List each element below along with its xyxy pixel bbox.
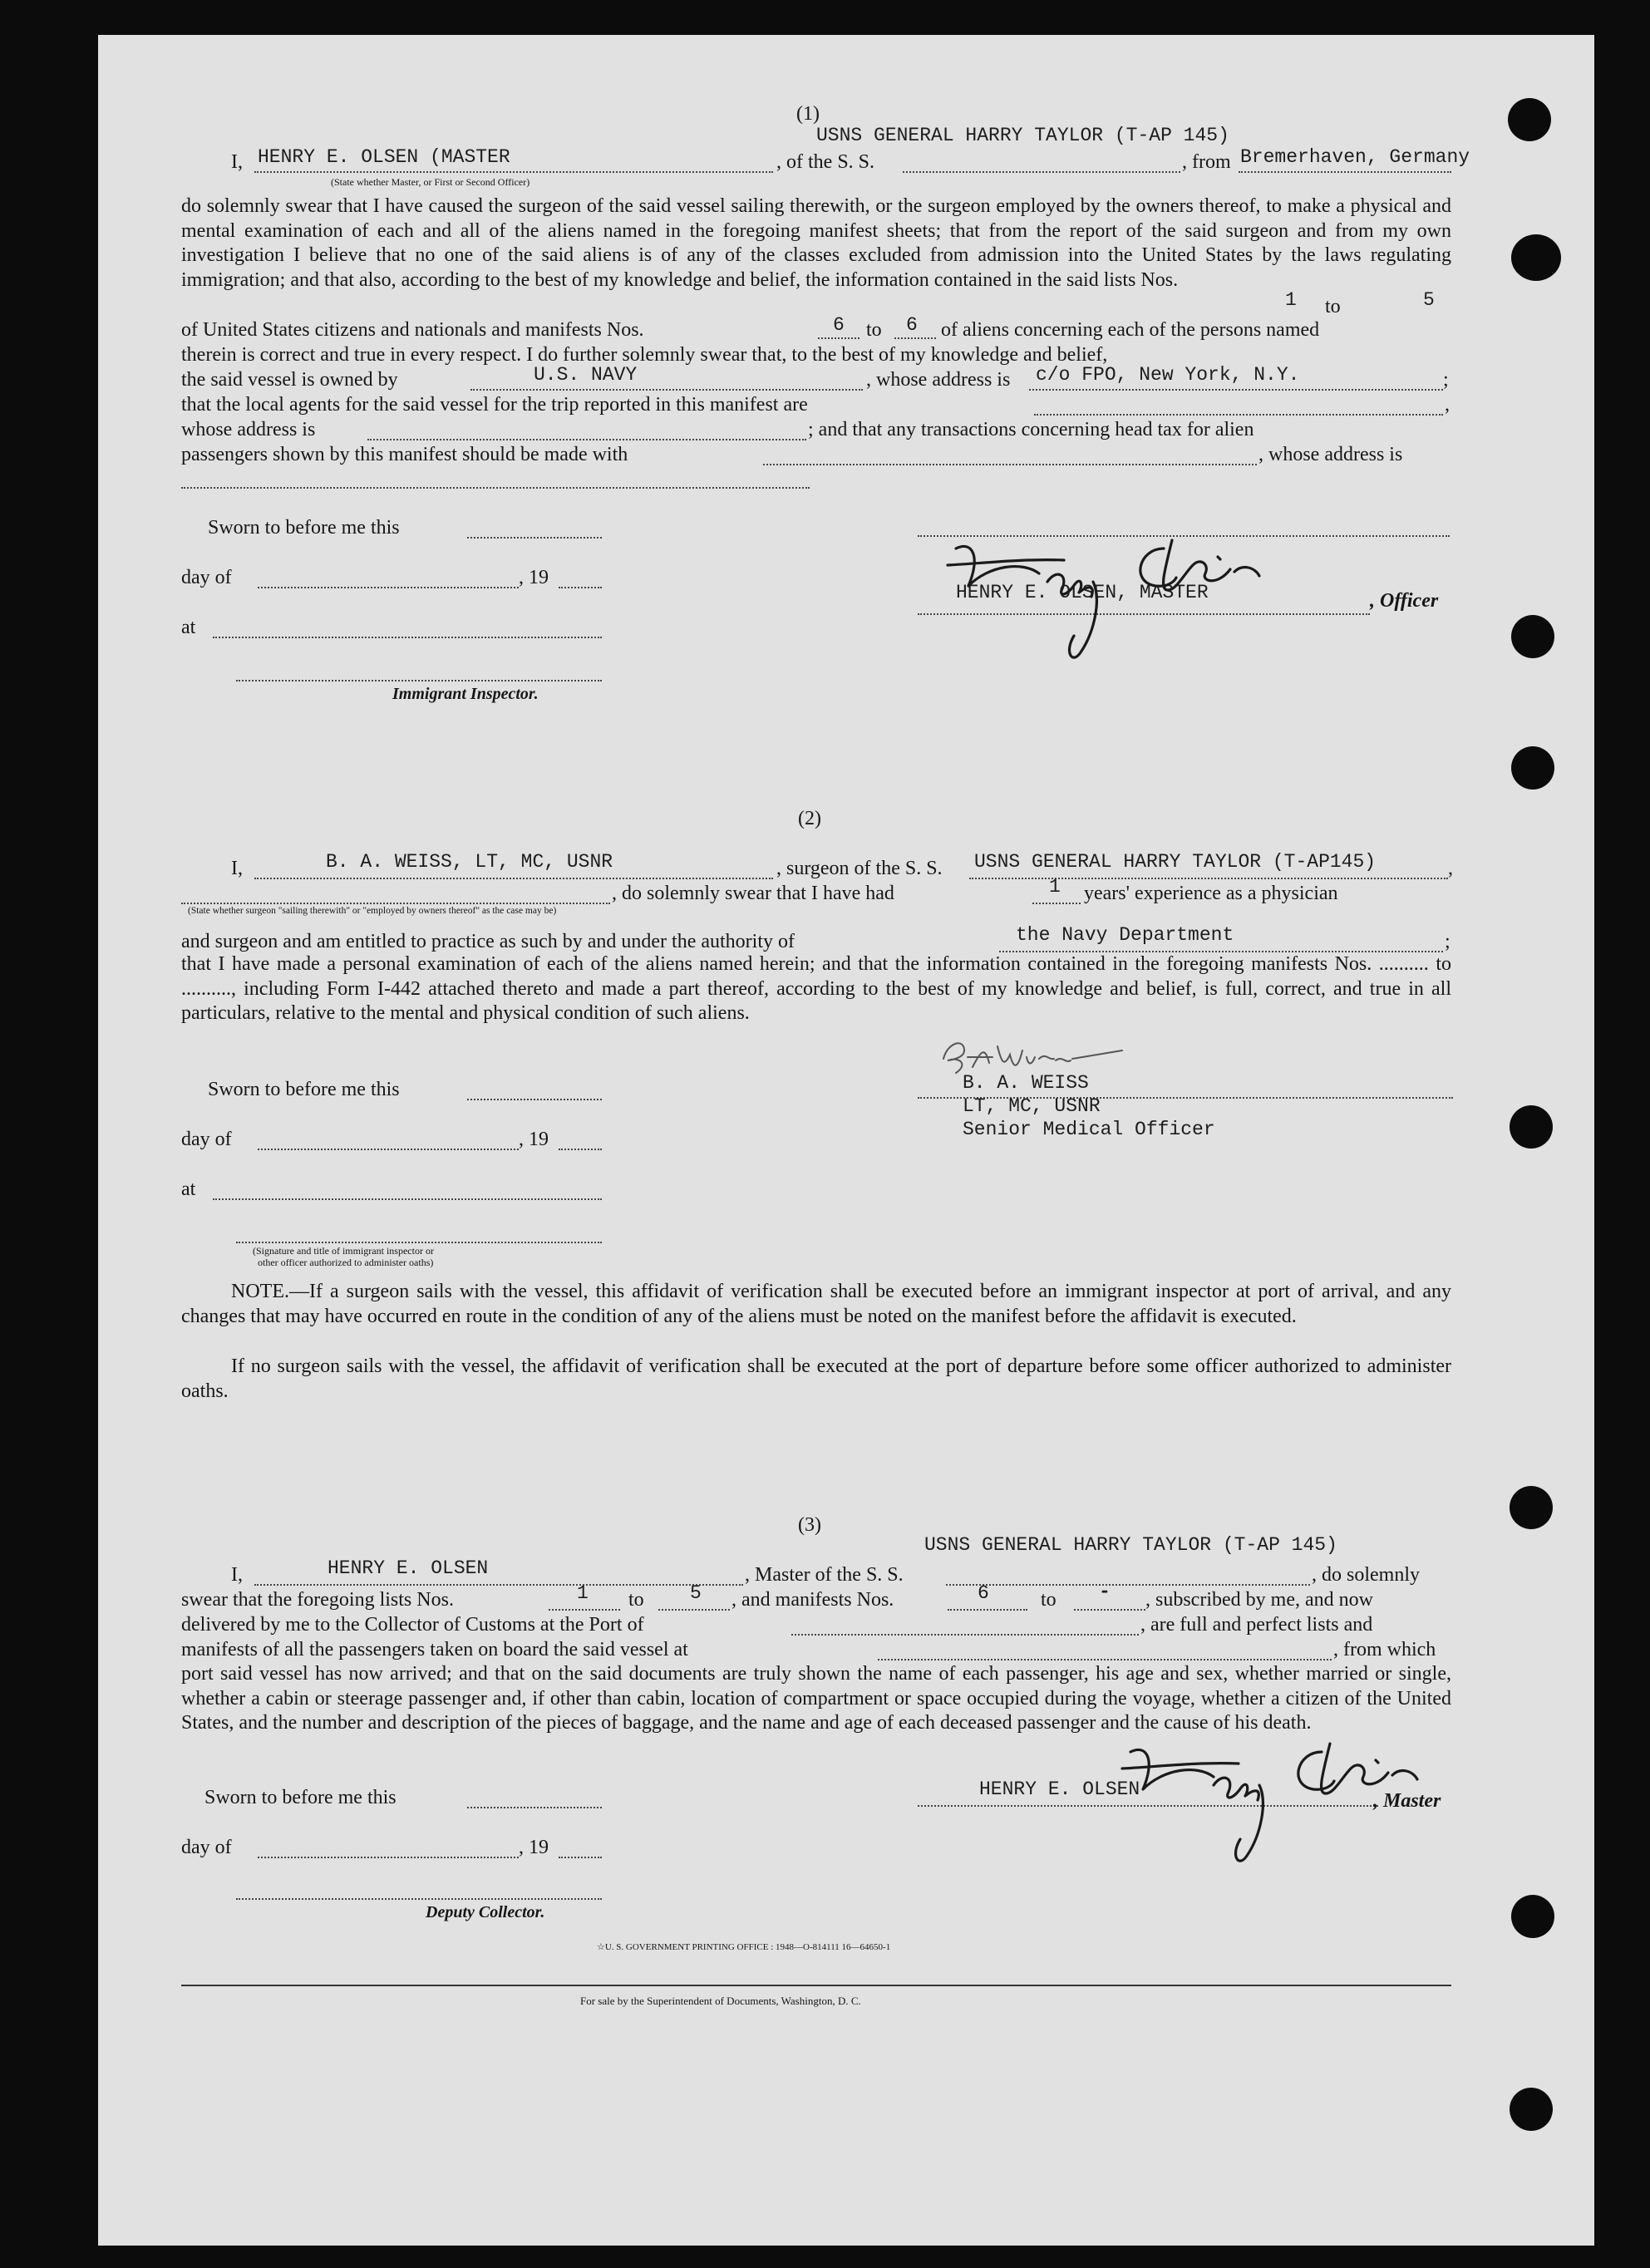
master-sig-typed: HENRY E. OLSEN bbox=[979, 1778, 1140, 1800]
semicolon: ; bbox=[1445, 931, 1451, 952]
master-signature-1 bbox=[923, 524, 1297, 665]
day-line bbox=[258, 1857, 519, 1858]
at-line bbox=[213, 1198, 602, 1200]
to-label-2: to bbox=[866, 319, 882, 341]
manifests-from-typed: 6 bbox=[833, 314, 845, 336]
manifests-all-label: manifests of all the passengers taken on board the said vessel at bbox=[181, 1639, 688, 1660]
surgeon-ship-line bbox=[969, 878, 1448, 879]
agents-label: that the local agents for the said vessel for the trip reported in this manifest are bbox=[181, 394, 808, 416]
address-label: , whose address is bbox=[866, 369, 1011, 391]
oath-caption-1: (Signature and title of immigrant inspector or bbox=[253, 1245, 434, 1257]
master-name-typed: HENRY E. OLSEN (MASTER bbox=[258, 146, 510, 168]
years-line bbox=[1032, 903, 1081, 904]
head-tax-label: ; and that any transactions concerning head tax for alien bbox=[808, 419, 1254, 440]
owner-typed: U.S. NAVY bbox=[534, 364, 638, 386]
lists-to-typed: 5 bbox=[690, 1582, 702, 1604]
semicolon: ; bbox=[1443, 369, 1449, 391]
sworn-label: Sworn to before me this bbox=[208, 517, 400, 539]
surgeon-name-line bbox=[254, 878, 773, 879]
owner-address-line bbox=[1029, 389, 1443, 391]
section-number: (3) bbox=[798, 1514, 821, 1536]
ship-name-typed: USNS GENERAL HARRY TAYLOR (T-AP 145) bbox=[816, 125, 1229, 146]
passengers-label: passengers shown by this manifest should be made with bbox=[181, 444, 628, 465]
boarded-at-line bbox=[878, 1659, 1332, 1660]
to-label: to bbox=[628, 1589, 644, 1611]
year-line bbox=[559, 1149, 602, 1150]
oath-caption-2: other officer authorized to administer oaths) bbox=[258, 1257, 434, 1268]
surgeon-signature bbox=[939, 1034, 1139, 1074]
authority-typed: the Navy Department bbox=[1016, 924, 1234, 946]
punch-hole bbox=[1510, 1105, 1553, 1149]
from-which-label: , from which bbox=[1333, 1639, 1436, 1660]
manifests-from-line bbox=[818, 337, 859, 339]
lists-to-typed: 5 bbox=[1423, 289, 1435, 311]
year-line bbox=[559, 1857, 602, 1858]
owned-by-label: the said vessel is owned by bbox=[181, 369, 398, 391]
punch-hole bbox=[1510, 2088, 1553, 2131]
citizens-label: of United States citizens and nationals and manifests Nos. bbox=[181, 319, 644, 341]
from-port-line bbox=[1239, 171, 1451, 173]
manifests-to-typed: 6 bbox=[906, 314, 918, 336]
day-label: day of bbox=[181, 1837, 232, 1858]
year-label: , 19 bbox=[519, 1837, 549, 1858]
whose-address-end: , whose address is bbox=[1258, 444, 1403, 465]
master-name-line bbox=[254, 1584, 743, 1586]
swear-label: swear that the foregoing lists Nos. bbox=[181, 1589, 454, 1611]
punch-hole bbox=[1508, 98, 1551, 141]
year-line bbox=[559, 587, 602, 588]
comma: , bbox=[1445, 394, 1450, 416]
true-every-respect-text: therein is correct and true in every respect. I do further solemnly swear that, to the best of my knowledge and belief, bbox=[181, 344, 1108, 366]
day-label: day of bbox=[181, 1129, 232, 1150]
sworn-line bbox=[467, 1807, 602, 1808]
manifests-to-typed: - bbox=[1099, 1581, 1111, 1602]
collector-line bbox=[236, 1898, 602, 1900]
year-label: , 19 bbox=[519, 1129, 549, 1150]
port-line bbox=[791, 1634, 1139, 1636]
inspector-caption: Immigrant Inspector. bbox=[392, 685, 539, 703]
authority-label: and surgeon and am entitled to practice as such by and under the authority of bbox=[181, 931, 795, 952]
year-label: , 19 bbox=[519, 567, 549, 588]
manifests-from-line bbox=[948, 1609, 1027, 1611]
master-signature-2 bbox=[1097, 1727, 1438, 1868]
lists-from-typed: 1 bbox=[1285, 289, 1297, 311]
surgeon-sig-typed-2: LT, MC, USNR bbox=[963, 1095, 1101, 1117]
lists-from-line bbox=[549, 1609, 620, 1611]
manifests-from-typed: 6 bbox=[978, 1582, 989, 1604]
comma: , bbox=[1448, 858, 1453, 879]
manifests-to-line bbox=[1074, 1609, 1145, 1611]
from-port-typed: Bremerhaven, Germany bbox=[1240, 146, 1470, 168]
punch-hole bbox=[1511, 615, 1554, 658]
master-name-typed: HENRY E. OLSEN bbox=[328, 1557, 489, 1579]
officer-oath-line bbox=[236, 1242, 602, 1243]
officer-suffix: , Officer bbox=[1370, 590, 1439, 612]
at-label: at bbox=[181, 1178, 196, 1200]
note-paragraph-2: If no surgeon sails with the vessel, the affidavit of verification shall be executed at the port of departure before some officer authorized to administer oaths. bbox=[181, 1355, 1451, 1402]
swear-label: , do solemnly swear that I have had bbox=[612, 883, 894, 904]
intro-label: I, bbox=[231, 151, 243, 173]
for-sale-line: For sale by the Superintendent of Documents, Washington, D. C. bbox=[580, 1995, 861, 2007]
subscribed-label: , subscribed by me, and now bbox=[1145, 1589, 1373, 1611]
delivered-label: delivered by me to the Collector of Customs at the Port of bbox=[181, 1614, 644, 1636]
master-name-line bbox=[254, 171, 773, 173]
of-the-ss-label: , of the S. S. bbox=[776, 151, 875, 173]
head-tax-address-line bbox=[181, 487, 810, 489]
lists-from-typed: 1 bbox=[577, 1582, 589, 1604]
at-label: at bbox=[181, 617, 196, 638]
punch-hole bbox=[1511, 746, 1554, 790]
punch-hole bbox=[1510, 1486, 1553, 1529]
owner-line bbox=[470, 389, 863, 391]
manifests-to-line bbox=[894, 337, 936, 339]
day-label: day of bbox=[181, 567, 232, 588]
sailing-line bbox=[181, 903, 610, 904]
lists-to-line bbox=[658, 1609, 730, 1611]
section-number: (2) bbox=[798, 808, 821, 829]
surgeon-sig-typed-3: Senior Medical Officer bbox=[963, 1119, 1215, 1140]
surgeon-sig-typed-1: B. A. WEISS bbox=[963, 1072, 1089, 1094]
to-label-2: to bbox=[1041, 1589, 1056, 1611]
whose-address-label: whose address is bbox=[181, 419, 316, 440]
footer-rule bbox=[181, 1985, 1451, 1986]
punch-hole bbox=[1511, 1895, 1554, 1938]
owner-address-typed: c/o FPO, New York, N.Y. bbox=[1036, 364, 1300, 386]
section-number: (1) bbox=[796, 103, 820, 125]
state-caption: (State whether Master, or First or Second Officer) bbox=[331, 176, 530, 188]
years-label: years' experience as a physician bbox=[1084, 883, 1338, 904]
sworn-label: Sworn to before me this bbox=[208, 1079, 400, 1100]
note-paragraph-1: NOTE.—If a surgeon sails with the vessel, this affidavit of verification shall be executed before an immigrant inspector at port of arrival, and any changes that may have occurred en route in the condition of any of the aliens must be noted on the manifest before the affidavit is executed. bbox=[181, 1281, 1451, 1327]
sworn-label: Sworn to before me this bbox=[204, 1787, 396, 1808]
manifests-label: , and manifests Nos. bbox=[731, 1589, 894, 1611]
surgeon-name-typed: B. A. WEISS, LT, MC, USNR bbox=[326, 851, 613, 873]
surgeon-paragraph: that I have made a personal examination of each of the aliens named herein; and that the information contained in the foregoing manifests Nos. .......... to .........., including Form I-442 attached thereto and made a part thereof, according to the best of my knowledge and belief, is full, correct, and true in all particulars, relative to the mental and physical condition of such aliens. bbox=[181, 953, 1451, 1025]
sworn-line bbox=[467, 537, 602, 539]
agents-address-line bbox=[367, 439, 806, 440]
day-line bbox=[258, 587, 519, 588]
to-label: to bbox=[1322, 294, 1344, 319]
master-suffix: , Master bbox=[1373, 1790, 1441, 1812]
punch-hole bbox=[1511, 234, 1561, 281]
arrival-paragraph: port said vessel has now arrived; and that on the said documents are truly shown the name of each passenger, his age and sex, whether married or single, whether a cabin or steerage passenger and, if other than cabin, location of compartment or space occupied during the voyage, whether a citizen of the United States, and the number and description of the pieces of baggage, and the name and age of each deceased passenger and the cause of his death. bbox=[181, 1663, 1451, 1734]
full-label: , are full and perfect lists and bbox=[1140, 1614, 1373, 1636]
ship-line bbox=[946, 1584, 1310, 1586]
printing-office-line: ☆U. S. GOVERNMENT PRINTING OFFICE : 1948—O-814111 16—64650-1 bbox=[597, 1942, 891, 1952]
surgeon-ship-typed: USNS GENERAL HARRY TAYLOR (T-AP145) bbox=[974, 851, 1377, 873]
master-of-label: , Master of the S. S. bbox=[745, 1564, 904, 1586]
solemnly-label: , do solemnly bbox=[1312, 1564, 1420, 1586]
collector-caption: Deputy Collector. bbox=[426, 1903, 545, 1921]
intro-label: I, bbox=[231, 858, 243, 879]
aliens-label: of aliens concerning each of the persons named bbox=[941, 319, 1320, 341]
surgeon-caption: (State whether surgeon "sailing therewith" or "employed by owners thereof" as the case may be) bbox=[188, 906, 557, 916]
ship-name-typed: USNS GENERAL HARRY TAYLOR (T-AP 145) bbox=[924, 1534, 1337, 1556]
agents-line bbox=[1034, 414, 1443, 416]
sworn-line bbox=[467, 1099, 602, 1100]
at-line bbox=[213, 637, 602, 638]
intro-label: I, bbox=[231, 1564, 243, 1586]
day-line bbox=[258, 1149, 519, 1150]
oath-paragraph: do solemnly swear that I have caused the surgeon of the said vessel sailing therewith, or the surgeon employed by the owners thereof, to make a physical and mental examination of each and all of the aliens named in the foregoing manifest sheets; that from the report of the said surgeon and from my own investigation I believe that no one of the said aliens is of any of the classes excluded from admission into the United States by the laws regulating immigration; and that also, according to the best of my knowledge and belief, the information contained in the said lists Nos. bbox=[181, 195, 1451, 291]
surgeon-of-label: , surgeon of the S. S. bbox=[776, 858, 943, 879]
ship-line bbox=[903, 171, 1180, 173]
officer-typed: HENRY E. OLSEN, MASTER bbox=[956, 582, 1209, 603]
years-typed: 1 bbox=[1049, 876, 1061, 898]
head-tax-line bbox=[763, 464, 1257, 465]
from-label: , from bbox=[1182, 151, 1231, 173]
